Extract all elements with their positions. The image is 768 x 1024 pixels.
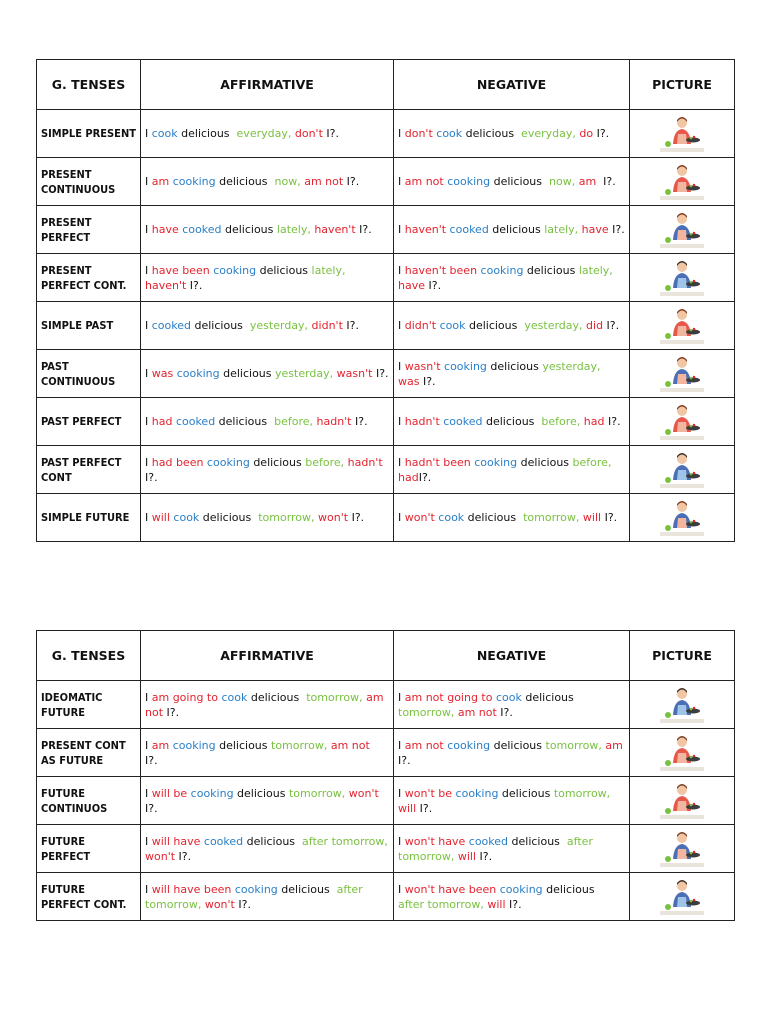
picture-cell <box>630 777 735 825</box>
sentence-segment: delicious <box>542 882 599 896</box>
tenses-body <box>37 681 735 921</box>
sentence-segment: I <box>145 367 152 380</box>
negative-sentence <box>394 254 630 302</box>
sentence-segment: delicious <box>215 738 272 752</box>
sentence-segment: tomorrow, <box>553 786 611 800</box>
picture-cell <box>630 158 735 206</box>
header-row <box>37 631 735 681</box>
sentence-segment: delicious <box>498 786 554 800</box>
cooking-illustration-icon <box>660 685 704 725</box>
sentence-segment: will have been <box>151 882 232 896</box>
cooking-illustration-icon <box>660 733 704 773</box>
tense-name: PAST PERFECT CONT <box>37 446 141 494</box>
sentence-segment: I?. <box>342 319 359 332</box>
sentence-segment: I?. <box>596 175 616 188</box>
tenses-body <box>37 110 735 542</box>
sentence-segment: I?. <box>343 175 360 188</box>
sentence-segment: delicious <box>249 455 306 469</box>
sentence-segment: had been <box>151 455 204 469</box>
sentence-segment: delicious <box>277 882 334 896</box>
tense-name: IDEOMATIC FUTURE <box>37 681 141 729</box>
sentence-segment: delicious <box>508 834 564 848</box>
affirmative-sentence <box>141 254 394 302</box>
sentence-segment: delicious <box>490 175 546 188</box>
cooking-illustration-icon <box>660 829 704 869</box>
sentence-segment: tomorrow, <box>424 897 484 911</box>
sentence-segment: delicious <box>256 263 312 277</box>
sentence-segment: I?. <box>608 223 625 236</box>
negative-sentence <box>394 825 630 873</box>
sentence-segment: delicious <box>465 319 521 332</box>
sentence-segment: cooking <box>169 175 216 188</box>
header-row <box>37 60 735 110</box>
header-negative: NEGATIVE <box>394 631 630 681</box>
sentence-segment: I?. <box>372 367 389 380</box>
sentence-segment: I <box>398 223 405 236</box>
sentence-segment: cook <box>151 127 178 140</box>
sentence-segment: yesterday, <box>520 319 583 332</box>
sentence-segment: I <box>398 690 405 704</box>
sentence-segment: am not <box>145 690 388 719</box>
affirmative-sentence <box>141 777 394 825</box>
sentence-segment: after <box>398 882 602 911</box>
affirmative-sentence <box>141 158 394 206</box>
sentence-segment: did <box>582 319 604 332</box>
sentence-segment: am <box>575 175 597 188</box>
sentence-segment: before, <box>572 455 612 469</box>
cooking-illustration-icon <box>660 354 704 394</box>
sentence-segment: cook <box>169 511 200 524</box>
sentence-segment: cooking <box>231 882 278 896</box>
sentence-segment: I <box>145 834 152 848</box>
sentence-segment: delicious <box>199 511 255 524</box>
negative-sentence <box>394 777 630 825</box>
header-affirmative: AFFIRMATIVE <box>141 60 394 110</box>
picture-cell <box>630 729 735 777</box>
tense-name: SIMPLE PRESENT <box>37 110 141 158</box>
sentence-segment: delicious <box>243 834 299 848</box>
tenses-table-2 <box>36 630 735 921</box>
table-row <box>37 729 735 777</box>
table-row <box>37 110 735 158</box>
tense-name: SIMPLE FUTURE <box>37 494 141 542</box>
sentence-segment: I?. <box>418 470 432 484</box>
sentence-segment: I?. <box>351 415 368 428</box>
sentence-segment: I?. <box>234 897 251 911</box>
tenses-table-1 <box>36 59 735 542</box>
sentence-segment: have <box>151 223 179 236</box>
sentence-segment: I <box>398 882 405 896</box>
sentence-segment: delicious <box>482 415 538 428</box>
affirmative-sentence <box>141 825 394 873</box>
negative-sentence <box>394 398 630 446</box>
cooking-illustration-icon <box>660 306 704 346</box>
sentence-segment: I <box>398 263 405 277</box>
cooking-illustration-icon <box>660 210 704 250</box>
sentence-segment: delicious <box>488 223 545 236</box>
cooking-illustration-icon <box>660 781 704 821</box>
sentence-segment: I <box>145 415 152 428</box>
sentence-segment: I?. <box>145 455 387 484</box>
sentence-segment: I?. <box>322 127 339 140</box>
sentence-segment: delicious <box>464 511 520 524</box>
sentence-segment: after tomorrow, <box>298 834 388 848</box>
sentence-segment: tomorrow, <box>398 705 455 719</box>
sentence-segment: cooked <box>446 223 489 236</box>
sentence-segment: before, <box>305 455 345 469</box>
table-row <box>37 158 735 206</box>
sentence-segment: am not going to <box>404 690 493 704</box>
negative-sentence <box>394 446 630 494</box>
header-tense: G. TENSES <box>37 631 141 681</box>
table-row <box>37 302 735 350</box>
picture-cell <box>630 825 735 873</box>
sentence-segment: I?. <box>604 415 621 428</box>
sentence-segment: before, <box>537 415 581 428</box>
sentence-segment: had <box>580 415 605 428</box>
sentence-segment: won't <box>345 786 379 800</box>
sentence-segment: won't <box>145 834 392 863</box>
affirmative-sentence <box>141 446 394 494</box>
sentence-segment: everyday, <box>233 127 292 140</box>
sentence-segment: will <box>579 511 602 524</box>
sentence-segment: cooked <box>151 319 191 332</box>
sentence-segment: I <box>145 690 152 704</box>
sentence-segment: I <box>398 175 405 188</box>
sentence-segment: I?. <box>175 849 192 863</box>
sentence-segment: cooked <box>172 415 216 428</box>
sentence-segment: cooking <box>477 263 524 277</box>
sentence-segment: am <box>151 175 170 188</box>
tense-name: PAST CONTINUOUS <box>37 350 141 398</box>
picture-cell <box>630 494 735 542</box>
sentence-segment: I?. <box>601 511 618 524</box>
affirmative-sentence <box>141 206 394 254</box>
picture-cell <box>630 398 735 446</box>
sentence-segment: won't be <box>404 786 453 800</box>
sentence-segment: I?. <box>398 738 627 767</box>
sentence-segment: yesterday, <box>275 367 334 380</box>
sentence-segment: cooking <box>443 738 491 752</box>
table-row <box>37 777 735 825</box>
sentence-segment: cooked <box>178 223 222 236</box>
sentence-segment: cooking <box>470 455 518 469</box>
sentence-segment: I <box>145 127 152 140</box>
sentence-segment: didn't <box>308 319 343 332</box>
sentence-segment: I?. <box>145 786 383 815</box>
tense-name: PRESENT PERFECT CONT. <box>37 254 141 302</box>
sentence-segment: delicious <box>462 127 518 140</box>
negative-sentence <box>394 110 630 158</box>
sentence-segment: tomorrow, <box>288 786 346 800</box>
sentence-segment: I <box>145 223 152 236</box>
sentence-segment: yesterday, <box>542 359 601 373</box>
sentence-segment: cooked <box>439 415 483 428</box>
sentence-segment: before, <box>270 415 313 428</box>
sentence-segment: was <box>398 359 604 388</box>
sentence-segment: I?. <box>505 897 522 911</box>
sentence-segment: I <box>398 738 405 752</box>
sentence-segment: I <box>398 455 405 469</box>
sentence-segment: cooking <box>496 882 543 896</box>
sentence-segment: I?. <box>419 374 436 388</box>
table-row <box>37 254 735 302</box>
picture-cell <box>630 873 735 921</box>
picture-cell <box>630 350 735 398</box>
affirmative-sentence <box>141 350 394 398</box>
cooking-illustration-icon <box>660 258 704 298</box>
sentence-segment: I?. <box>145 738 377 767</box>
sentence-segment: cooking <box>452 786 499 800</box>
sentence-segment: I?. <box>593 127 610 140</box>
sentence-segment: I?. <box>348 511 365 524</box>
table-row <box>37 446 735 494</box>
tense-name: PRESENT PERFECT <box>37 206 141 254</box>
sentence-segment: I <box>398 834 405 848</box>
header-affirmative: AFFIRMATIVE <box>141 631 394 681</box>
sentence-segment: won't have <box>404 834 466 848</box>
sentence-segment: am not <box>454 705 497 719</box>
cooking-illustration-icon <box>660 877 704 917</box>
sentence-segment: cooked <box>465 834 509 848</box>
sentence-segment: am not <box>404 175 444 188</box>
sentence-segment: don't <box>404 127 433 140</box>
sentence-segment: I <box>398 511 405 524</box>
header-picture: PICTURE <box>630 631 735 681</box>
negative-sentence <box>394 681 630 729</box>
tense-name: FUTURE PERFECT <box>37 825 141 873</box>
sentence-segment: haven't <box>310 223 356 236</box>
sentence-segment: delicious <box>215 175 272 188</box>
sentence-segment: I?. <box>496 705 513 719</box>
sentence-segment: cooking <box>443 175 491 188</box>
sentence-segment: will have <box>151 834 201 848</box>
tense-name: FUTURE CONTINUOS <box>37 777 141 825</box>
sentence-segment: delicious <box>521 690 578 704</box>
sentence-segment: lately, <box>311 263 346 277</box>
sentence-segment: delicious <box>191 319 247 332</box>
sentence-segment: I <box>145 882 152 896</box>
picture-cell <box>630 446 735 494</box>
sentence-segment: I?. <box>425 278 442 292</box>
affirmative-sentence <box>141 302 394 350</box>
sentence-segment: cooked <box>200 834 244 848</box>
sentence-segment: will <box>151 511 170 524</box>
sentence-segment: am not <box>404 738 444 752</box>
sentence-segment: I?. <box>163 705 180 719</box>
negative-sentence <box>394 350 630 398</box>
sentence-segment: I <box>398 415 405 428</box>
sentence-segment: tomorrow, <box>145 882 367 911</box>
negative-sentence <box>394 158 630 206</box>
affirmative-sentence <box>141 110 394 158</box>
picture-cell <box>630 110 735 158</box>
affirmative-sentence <box>141 398 394 446</box>
sentence-segment: I?. <box>603 319 620 332</box>
sentence-segment: I <box>398 127 405 140</box>
sentence-segment: everyday, <box>517 127 576 140</box>
sentence-segment: am going to <box>151 690 218 704</box>
sentence-segment: lately, <box>578 263 613 277</box>
sentence-segment: I <box>145 175 152 188</box>
sentence-segment: am not <box>300 175 344 188</box>
sentence-segment: am <box>601 738 623 752</box>
sentence-segment: yesterday, <box>246 319 309 332</box>
sentence-segment: cooking <box>209 263 257 277</box>
sentence-segment: will <box>454 849 476 863</box>
tense-name: PAST PERFECT <box>37 398 141 446</box>
sentence-segment: have <box>578 223 609 236</box>
sentence-segment: I <box>145 455 152 469</box>
negative-sentence <box>394 206 630 254</box>
header-tense: G. TENSES <box>37 60 141 110</box>
affirmative-sentence <box>141 681 394 729</box>
sentence-segment: delicious <box>517 455 573 469</box>
cooking-illustration-icon <box>660 450 704 490</box>
sentence-segment: will be <box>151 786 188 800</box>
sentence-segment: cook <box>432 127 463 140</box>
sentence-segment: am not <box>327 738 370 752</box>
sentence-segment: hadn't been <box>404 455 471 469</box>
sentence-segment: will <box>483 897 506 911</box>
sentence-segment: after <box>333 882 363 896</box>
sentence-segment: I?. <box>416 801 433 815</box>
tense-name: PRESENT CONTINUOUS <box>37 158 141 206</box>
sentence-segment: delicious <box>490 738 546 752</box>
affirmative-sentence <box>141 494 394 542</box>
affirmative-sentence <box>141 873 394 921</box>
sentence-segment: cooking <box>169 738 216 752</box>
header-picture: PICTURE <box>630 60 735 110</box>
sentence-segment: delicious <box>177 127 234 140</box>
sentence-segment: delicious <box>233 786 289 800</box>
sentence-segment: won't <box>404 511 435 524</box>
cooking-illustration-icon <box>660 498 704 538</box>
sentence-segment: cook <box>436 319 466 332</box>
sentence-segment: had <box>398 455 615 484</box>
sentence-segment: tomorrow, <box>519 511 580 524</box>
sentence-segment: I <box>398 786 405 800</box>
sentence-segment: hadn't <box>313 415 352 428</box>
sentence-segment: after <box>563 834 593 848</box>
picture-cell <box>630 302 735 350</box>
picture-cell <box>630 681 735 729</box>
sentence-segment: I <box>145 319 152 332</box>
sentence-segment: now, <box>545 175 576 188</box>
negative-sentence <box>394 729 630 777</box>
sentence-segment: tomorrow, <box>254 511 315 524</box>
sentence-segment: hadn't <box>344 455 383 469</box>
sentence-segment: hadn't <box>404 415 440 428</box>
negative-sentence <box>394 302 630 350</box>
sentence-segment: lately, <box>276 223 311 236</box>
sentence-segment: delicious <box>221 223 277 236</box>
sentence-segment: am <box>151 738 170 752</box>
sentence-segment: cooking <box>203 455 250 469</box>
sentence-segment: wasn't <box>333 367 373 380</box>
tense-name: PRESENT CONT AS FUTURE <box>37 729 141 777</box>
sentence-segment: I?. <box>355 223 372 236</box>
sentence-segment: had <box>151 415 173 428</box>
cooking-illustration-icon <box>660 114 704 154</box>
sentence-segment: cooking <box>173 367 220 380</box>
table-row <box>37 206 735 254</box>
sentence-segment: delicious <box>486 359 543 373</box>
table-row <box>37 681 735 729</box>
cooking-illustration-icon <box>660 402 704 442</box>
sentence-segment: have <box>398 263 617 292</box>
sentence-segment: will <box>398 786 614 815</box>
picture-cell <box>630 254 735 302</box>
tense-name: FUTURE PERFECT CONT. <box>37 873 141 921</box>
sentence-segment: I <box>398 359 405 373</box>
sentence-segment: cooking <box>440 359 487 373</box>
sentence-segment: I <box>398 319 405 332</box>
affirmative-sentence <box>141 729 394 777</box>
sentence-segment: tomorrow, <box>302 690 363 704</box>
sentence-segment: haven't been <box>404 263 478 277</box>
table-row <box>37 398 735 446</box>
table-row <box>37 873 735 921</box>
sentence-segment: I <box>145 263 152 277</box>
sentence-segment: was <box>151 367 174 380</box>
sentence-segment: don't <box>291 127 323 140</box>
table-row <box>37 825 735 873</box>
cooking-illustration-icon <box>660 162 704 202</box>
sentence-segment: do <box>575 127 594 140</box>
sentence-segment: won't have been <box>404 882 497 896</box>
negative-sentence <box>394 494 630 542</box>
sentence-segment: tomorrow, <box>545 738 602 752</box>
sentence-segment: cooking <box>187 786 234 800</box>
table-row <box>37 494 735 542</box>
sentence-segment: delicious <box>247 690 303 704</box>
sentence-segment: lately, <box>544 223 579 236</box>
sentence-segment: I <box>145 786 152 800</box>
header-negative: NEGATIVE <box>394 60 630 110</box>
sentence-segment: won't <box>314 511 349 524</box>
sentence-segment: haven't <box>145 263 349 292</box>
sentence-segment: I?. <box>476 849 493 863</box>
sentence-segment: delicious <box>219 367 276 380</box>
sentence-segment: delicious <box>523 263 579 277</box>
table-row <box>37 350 735 398</box>
sentence-segment: tomorrow, <box>398 834 597 863</box>
sentence-segment: I <box>145 511 152 524</box>
sentence-segment: didn't <box>404 319 437 332</box>
sentence-segment: cook <box>434 511 465 524</box>
negative-sentence <box>394 873 630 921</box>
sentence-segment: cook <box>217 690 248 704</box>
tense-name: SIMPLE PAST <box>37 302 141 350</box>
picture-cell <box>630 206 735 254</box>
sentence-segment: now, <box>271 175 301 188</box>
sentence-segment: I <box>145 738 152 752</box>
sentence-segment: have been <box>151 263 210 277</box>
sentence-segment: haven't <box>404 223 447 236</box>
sentence-segment: wasn't <box>404 359 441 373</box>
sentence-segment: won't <box>201 897 235 911</box>
sentence-segment: cook <box>492 690 522 704</box>
sentence-segment: delicious <box>215 415 271 428</box>
sentence-segment: tomorrow, <box>271 738 328 752</box>
sentence-segment: I?. <box>186 278 203 292</box>
